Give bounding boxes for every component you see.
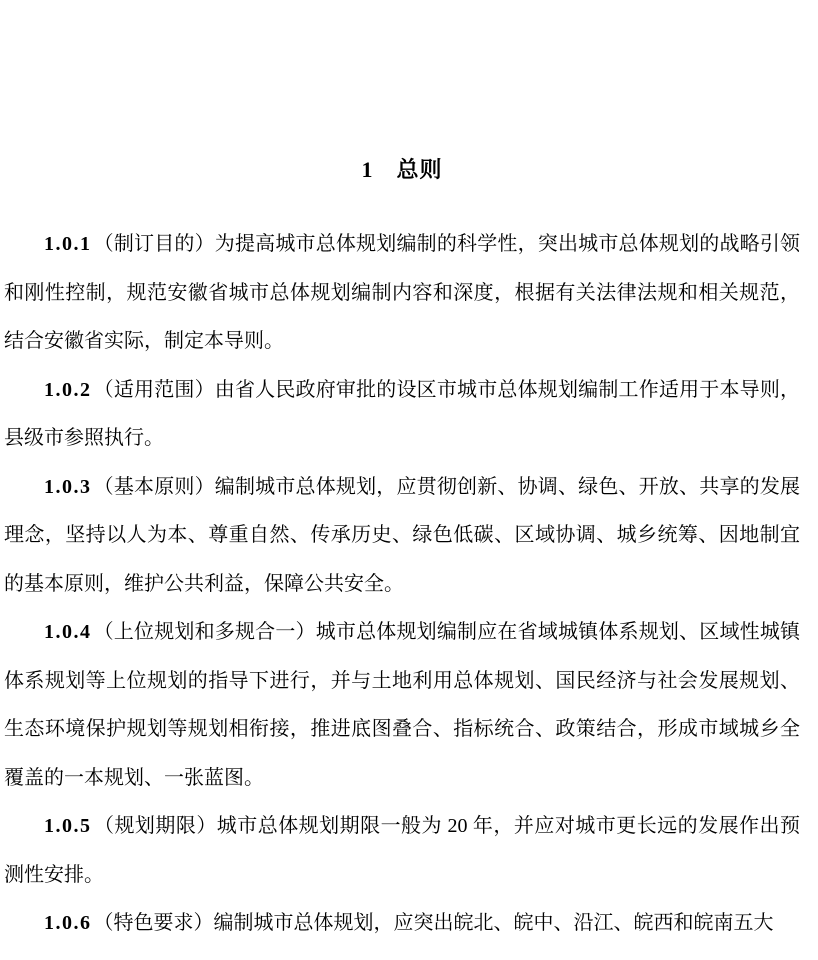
clause-number: 1.0.4 [44, 621, 92, 643]
clause-1-0-6 [4, 899, 800, 948]
clause-text: （适用范围）由省人民政府审批的设区市城市总体规划编制工作适用于本导则，县级市参照执行。 [4, 378, 800, 449]
document-body [4, 220, 800, 948]
clause-text: （上位规划和多规合一）城市总体规划编制应在省域城镇体系规划、区域性城镇体系规划等上位规划的指导下进行，并与土地利用总体规划、国民经济与社会发展规划、生态环境保护规划等规划相衔接，推进底图叠合、指标统合、政策结合，形成市域城乡全覆盖的一本规划、一张蓝图。 [4, 621, 800, 789]
clause-1-0-1 [4, 220, 800, 366]
clause-text: （制订目的）为提高城市总体规划编制的科学性，突出城市总体规划的战略引领和刚性控制，规范安徽省城市总体规划编制内容和深度，根据有关法律法规和相关规范，结合安徽省实际，制定本导则。 [4, 233, 800, 352]
clause-number: 1.0.3 [44, 475, 92, 498]
clause-text: （基本原则）编制城市总体规划，应贯彻创新、协调、绿色、开放、共享的发展理念，坚持以人为本、尊重自然、传承历史、绿色低碳、区域协调、城乡统筹、因地制宜的基本原则，维护公共利益，保障公共安全。 [4, 475, 800, 595]
clause-1-0-3 [4, 463, 800, 609]
clause-text: （规划期限）城市总体规划期限一般为 20 年，并应对城市更长远的发展作出预测性安排。 [4, 815, 800, 886]
chapter-title: 1 总则 [361, 157, 443, 182]
clause-1-0-5 [4, 802, 800, 899]
clause-number: 1.0.1 [44, 233, 92, 255]
clause-1-0-4 [4, 608, 800, 802]
clause-text: （特色要求）编制城市总体规划，应突出皖北、皖中、沿江、皖西和皖南五大 [93, 912, 774, 934]
clause-number: 1.0.2 [44, 378, 92, 401]
clause-number: 1.0.6 [44, 912, 92, 934]
clause-1-0-2 [4, 366, 800, 463]
clause-number: 1.0.5 [44, 815, 92, 837]
